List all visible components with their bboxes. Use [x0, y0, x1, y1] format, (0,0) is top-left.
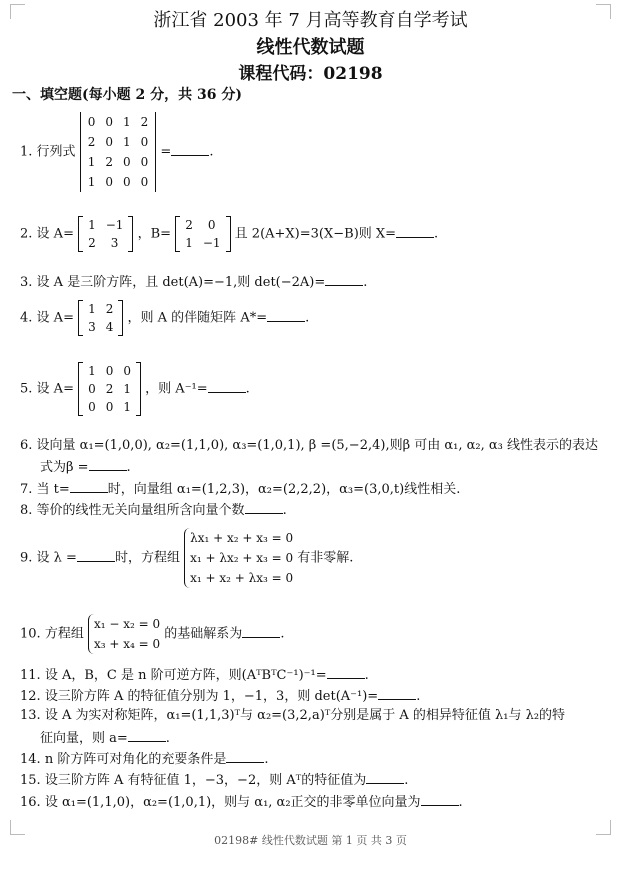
answer-blank[interactable]: [378, 686, 416, 700]
question-9: 9. 设 λ = 时，方程组 λx₁ + x₂ + x₃ = 0 x₁ + λx₂ + x₃ = 0 x₁ + x₂ + λx₃ = 0 有非零解.: [20, 528, 353, 588]
question-13: 13. 设 A 为实对称矩阵，α₁=(1,1,3)ᵀ与 α₂=(3,2,a)ᵀ分别是属于 A 的相异特征值 λ₁与 λ₂的特: [20, 708, 566, 723]
answer-blank[interactable]: [70, 479, 108, 493]
matrix-entry: 2: [105, 302, 114, 316]
matrix-entry: 4: [105, 320, 114, 334]
matrix-entry: 0: [207, 218, 216, 232]
matrix-entry: 0: [88, 382, 96, 396]
question-5: 5. 设 A= 1 0 0 0 2 1 0 0 1 ，则 A⁻¹= .: [20, 364, 250, 414]
answer-blank[interactable]: [89, 457, 127, 471]
matrix-entry: 0: [105, 364, 114, 378]
question-3: 3. 设 A 是三阶方阵，且 det(A)=−1,则 det(−2A)= .: [20, 272, 367, 292]
matrix-entry: 3: [110, 236, 119, 250]
equation-system: λx₁ + x₂ + x₃ = 0 x₁ + λx₂ + x₃ = 0 x₁ + x₂ + λx₃ = 0: [184, 528, 293, 588]
matrix-entry: 2: [185, 218, 193, 232]
matrix-entry: 2: [105, 155, 113, 169]
matrix-entry: 2: [87, 135, 96, 149]
exam-title: 浙江省 2003 年 7 月高等教育自学考试: [153, 10, 468, 31]
matrix-entry: 1: [185, 236, 193, 250]
matrix-entry: 2: [105, 382, 114, 396]
question-1: 1. 行列式 0 0 1 2 2 0 1 0 1 2 0 0 1 0 0 0 = .: [20, 112, 213, 192]
answer-blank[interactable]: [242, 624, 280, 638]
answer-blank[interactable]: [128, 728, 166, 742]
matrix-entry: 1: [88, 364, 96, 378]
determinant: [80, 112, 157, 192]
matrix-entry: −1: [105, 218, 124, 232]
matrix-entry: 1: [123, 400, 132, 414]
matrix-entry: 0: [140, 135, 149, 149]
question-14: 14. n 阶方阵可对角化的充要条件是 .: [20, 749, 268, 769]
matrix-entry: 1: [123, 382, 132, 396]
answer-blank[interactable]: [267, 308, 305, 322]
answer-blank[interactable]: [171, 142, 209, 156]
question-6: 6. 设向量 α₁=(1,0,0), α₂=(1,1,0), α₃=(1,0,1), β =(5,−2,4),则β 可由 α₁, α₂, α₃ 线性表示的表达: [20, 438, 598, 453]
matrix-entry: −1: [202, 236, 221, 250]
matrix-entry: 0: [105, 115, 113, 129]
answer-blank[interactable]: [77, 548, 115, 562]
question-8: 8. 等价的线性无关向量组所含向量个数 .: [20, 500, 287, 520]
answer-blank[interactable]: [245, 500, 283, 514]
matrix-entry: 0: [105, 135, 113, 149]
matrix-entry: 3: [88, 320, 96, 334]
question-11: 11. 设 A，B，C 是 n 阶可逆方阵，则(AᵀBᵀC⁻¹)⁻¹= .: [20, 665, 369, 685]
question-15: 15. 设三阶方阵 A 有特征值 1，−3，−2，则 Aᵀ的特征值为 .: [20, 770, 408, 790]
page-footer: 02198# 线性代数试题 第 1 页 共 3 页: [214, 834, 407, 847]
answer-blank[interactable]: [396, 224, 434, 238]
question-7: 7. 当 t= 时，向量组 α₁=(1,2,3)，α₂=(2,2,2)，α₃=(3,0,t)线性相关.: [20, 479, 460, 499]
matrix-entry: 2: [88, 236, 96, 250]
answer-blank[interactable]: [226, 749, 264, 763]
question-12: 12. 设三阶方阵 A 的特征值分别为 1，−1，3，则 det(A⁻¹)= .: [20, 686, 420, 706]
answer-blank[interactable]: [325, 272, 363, 286]
matrix-entry: 2: [140, 115, 149, 129]
matrix-entry: 1: [88, 302, 96, 316]
section-title: 一、填空题(每小题 2 分，共 36 分): [12, 87, 242, 103]
matrix-entry: 1: [87, 155, 96, 169]
question-13-continued: 征向量，则 a= .: [40, 728, 170, 748]
matrix-entry: 1: [122, 135, 131, 149]
answer-blank[interactable]: [421, 792, 459, 806]
matrix-entry: 1: [87, 175, 96, 189]
matrix-entry: 0: [105, 175, 113, 189]
matrix-entry: 0: [140, 155, 149, 169]
matrix-entry: 0: [88, 400, 96, 414]
matrix-entry: 1: [88, 218, 96, 232]
matrix-entry: 0: [122, 175, 131, 189]
matrix-a: [78, 362, 141, 416]
question-2: 2. 设 A= 1 −1 2 3 ，B= 2 0 1 −1 且 2(A+X)=3(X−B)则 X= .: [20, 218, 439, 250]
matrix-entry: 1: [122, 115, 131, 129]
matrix-entry: 0: [122, 155, 131, 169]
subject-title: 线性代数试题: [256, 37, 365, 58]
matrix-entry: 0: [87, 115, 96, 129]
matrix-entry: 0: [140, 175, 149, 189]
matrix-a: [78, 216, 133, 252]
question-10: 10. 方程组 x₁ − x₂ = 0 x₃ + x₄ = 0 的基础解系为 .: [20, 614, 284, 654]
answer-blank[interactable]: [327, 665, 365, 679]
answer-blank[interactable]: [366, 770, 404, 784]
question-6-continued: 式为β = .: [40, 457, 131, 477]
course-code: 课程代码：02198: [238, 64, 383, 84]
matrix-a: [78, 300, 123, 336]
matrix-entry: 0: [105, 400, 114, 414]
answer-blank[interactable]: [208, 379, 246, 393]
equation-system: x₁ − x₂ = 0 x₃ + x₄ = 0: [88, 614, 160, 654]
matrix-entry: 0: [123, 364, 132, 378]
question-16: 16. 设 α₁=(1,1,0)，α₂=(1,0,1)，则与 α₁, α₂正交的非零单位向量为 .: [20, 792, 463, 812]
matrix-b: [175, 216, 230, 252]
question-4: 4. 设 A= 1 2 3 4 ，则 A 的伴随矩阵 A*= .: [20, 302, 310, 334]
